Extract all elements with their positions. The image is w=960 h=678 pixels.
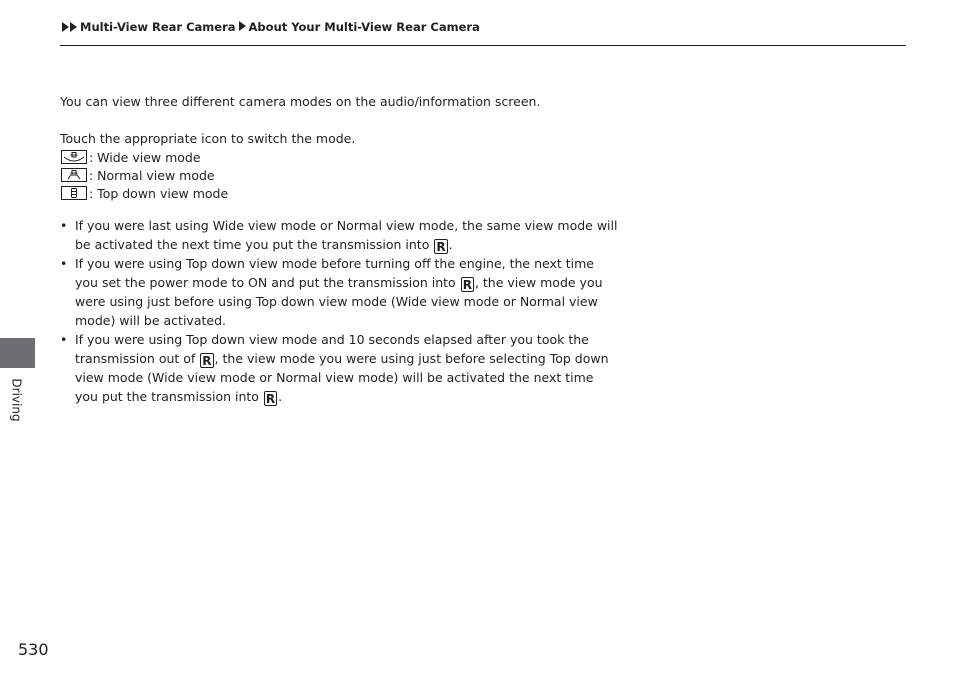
side-tab-label: Driving	[10, 378, 25, 422]
page-content	[60, 92, 620, 406]
breadcrumb-arrow-icon	[62, 22, 69, 32]
top-down-view-icon	[61, 186, 87, 200]
mode-label: : Normal view mode	[89, 167, 215, 183]
intro-text: You can view three different camera modes on the audio/information screen.	[60, 94, 541, 109]
notes-list	[60, 216, 620, 406]
header-rule	[60, 45, 906, 46]
mode-label: : Wide view mode	[89, 149, 201, 165]
mode-item-normal	[60, 166, 620, 184]
list-item: • If you were using Top down view mode and 10 seconds elapsed after you took the transmission out of R , the view mode you were using just before selecting Top down view mode (Wide view mode or Normal view mode) will be activated the next time you put the transmission into R .	[60, 330, 620, 406]
gear-r-key-icon: R	[265, 392, 276, 406]
breadcrumb-arrow-icon	[70, 22, 77, 32]
normal-view-icon	[61, 168, 87, 182]
mode-label: : Top down view mode	[89, 185, 229, 201]
wide-view-icon	[61, 150, 87, 164]
gear-r-key-icon: R	[436, 240, 446, 254]
breadcrumb	[62, 20, 480, 34]
gear-r-key-icon: R	[462, 278, 472, 292]
mode-item-wide	[60, 148, 620, 166]
breadcrumb-separator	[239, 20, 246, 34]
mode-item-top-down	[60, 184, 620, 202]
list-item: • If you were last using Wide view mode or Normal view mode, the same view mode will be activated the next time you put the transmission into R .	[60, 216, 620, 254]
page-number: 530	[18, 640, 49, 659]
side-tab-marker	[0, 338, 35, 368]
instruction-text: Touch the appropriate icon to switch the mode.	[60, 131, 356, 146]
list-item: • If you were using Top down view mode before turning off the engine, the next time you set the power mode to ON and put the transmission into R , the view mode you were using just before using Top down view mode (Wide view mode or Normal view mode) will be activated.	[60, 254, 620, 330]
breadcrumb-item[interactable]: Multi-View Rear Camera	[80, 20, 236, 34]
breadcrumb-item[interactable]: About Your Multi-View Rear Camera	[248, 20, 480, 34]
breadcrumb-arrow-icon	[239, 21, 246, 31]
gear-r-key-icon: R	[202, 354, 212, 368]
